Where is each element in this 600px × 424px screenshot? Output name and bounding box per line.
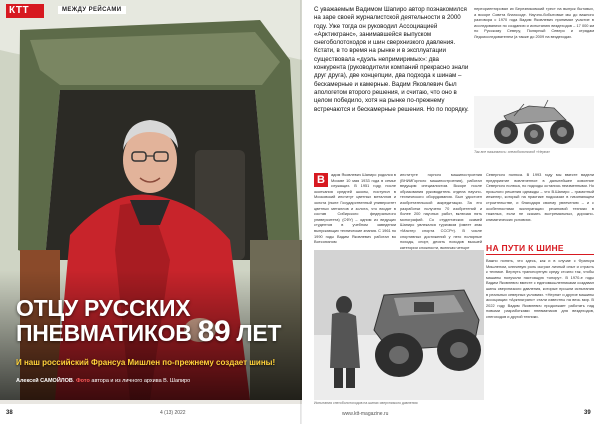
headline-line-2 — [16, 315, 296, 348]
text-column-2: институте горного машиностроения (ВНИИГорного машиностроения), работал ведущим специалистом. Вскоре после образования руководитель отдела научно-технического оборудования. Был удостоен изобретательской аккредитации. За его разработки получено 70 изобретений и более 200 научных работ, включая пять монографий. Со студенческих скамей Шапиро увлекался туризмом (имеет знак «Мастер спорта СССР»). В числе спортивных достижений у него полярные походы, спорт, десять походов высшей категории сложности, включая четыре — [400, 172, 482, 250]
archive-illustration — [314, 250, 484, 400]
drop-cap: В — [314, 173, 328, 187]
magazine-logo: КТТ — [6, 4, 44, 18]
headline-word: ПНЕВМАТИКОВ — [16, 320, 192, 346]
page-number-left: 38 — [6, 410, 13, 416]
vehicle-illustration — [474, 96, 594, 148]
article-intro — [314, 6, 469, 114]
headline-number: 89 — [197, 315, 231, 348]
headline-line-1: ОТЦУ РУССКИХ — [16, 295, 191, 321]
photo-credit-text: автора и из личного архива В. Шапиро — [91, 378, 191, 384]
intro-paragraph: С уважаемым Вадимом Шапиро автор познакомился на заре своей журналистской деятельности в 2000 году. Уже тогда он руководил Ассоциацией «Арктикгранс», занимавшейся выпуском снегоболотоходов и шин сверхнизкого давления. Кстати, в то время на рынке и в эксплуатации существовала «дуэль непримиримых»: два конкурента (руководители компаний прекрасно знали друг друга), две концепции, два подхода к шинам – бескамерные и камерные. Вадим Яковлевич был апологетом второго решения, и считаю, что оно в целом победило, хотя на рынке по-прежнему встречаются и бескамерные решения. Но по порядку. — [314, 6, 469, 113]
archive-photo — [314, 250, 484, 400]
article-headline — [16, 295, 296, 348]
cover-photo — [0, 0, 302, 400]
article-subhead: И наш российский Франсуа Мишлен по-прежнему создает шины! — [16, 358, 276, 367]
page-number-right: 39 — [584, 410, 591, 416]
column-1-text: адим Яковлевич Шапиро родился в Москве 10 мая 1933 года в семье служащих. В 1951 году, после окончания средней школы, поступил в Московский институт цветных металлов и золота (ныне Государственный университет цветных металлов и золота, что входит в состав Сибирского федерального университета) (СФУ) – одним из ведущих студентов в учебном заведении выпускающих технические знания. С 1961 по 1990 годы Вадим Яковлевич работал во Всесоюзном — [314, 172, 397, 245]
vehicle-photo-caption: Так все начиналось: снегоболотоход «Нерпа» — [474, 150, 551, 154]
right-footer — [302, 404, 600, 424]
byline: Алексей САМОЙЛОВ. Фото автора и из личного архива В. Шапиро — [16, 378, 191, 384]
photo-credit-label: Фото — [75, 378, 90, 384]
text-column-top-right: переориентировал их Березниковский трест на выпуск бытовых, а вскоре Совета благосоде. Научно-бобытовые мы до важного разговора с 1970 года Вадим Яковлевич принимал участие в исследованиях по созданию и испытанию вездеходов – 17 000 км по Русскому Северу, Полярный Северо и отрядам Ледоисследователем (а также до 2009 на вездеходах. — [474, 6, 594, 39]
archive-photo-caption: Испытания снегоболотоходов на шинах сверхнизкого давления — [314, 401, 418, 405]
text-column-3: Северного полюса. В 1993 году мы вместе видели предприятие вовлеченное в дальнейшее освоение Северного полюса, но подходы остались неизменными. Но прошлого решения однажды – что В.Шапиро – грамотный инженер, который на практике подсказал в начинающем строительстве, и благодаря своему увлечению – и с особенностями эксплуатации резиновой техники в тяжелых, если не сказать экстремальных, дорожно-климатических условиях. — [486, 172, 594, 222]
text-column-4: Важно понять, что здесь, как и в случае с Франсуа Мишленом, ключевую роль сыграл личный опыт и страсть к технике. Вернуть транспортную среду стоило так, чтобы машины получили настоящую «опору». В 1970-е годы Вадим Яковлевич вместе с единомышленниками создавал шины сверхнизкого давления, которые прошли испытания в реальных северных условиях. «Нерпа» и другие машины ассоциации «Арктикгранс» стали известны на весь мир. В 2022 году Вадим Яковлевич продолжает работать над новыми разработками пневматиков для вездеходов, снегоходов и другой техники. — [486, 258, 594, 319]
headline-unit: ЛЕТ — [236, 320, 282, 346]
section-heading: НА ПУТИ К ШИНЕ — [486, 243, 594, 255]
section-tag: МЕЖДУ РЕЙСАМИ — [58, 6, 126, 14]
right-page — [302, 0, 600, 424]
author-name: Алексей САМОЙЛОВ — [16, 378, 73, 384]
magazine-website: www.ktt-magazine.ru — [342, 411, 389, 417]
left-footer — [0, 404, 302, 424]
vehicle-photo — [474, 96, 594, 148]
issue-label: 4 (13) 2022 — [160, 410, 186, 416]
text-column-1 — [314, 172, 396, 245]
